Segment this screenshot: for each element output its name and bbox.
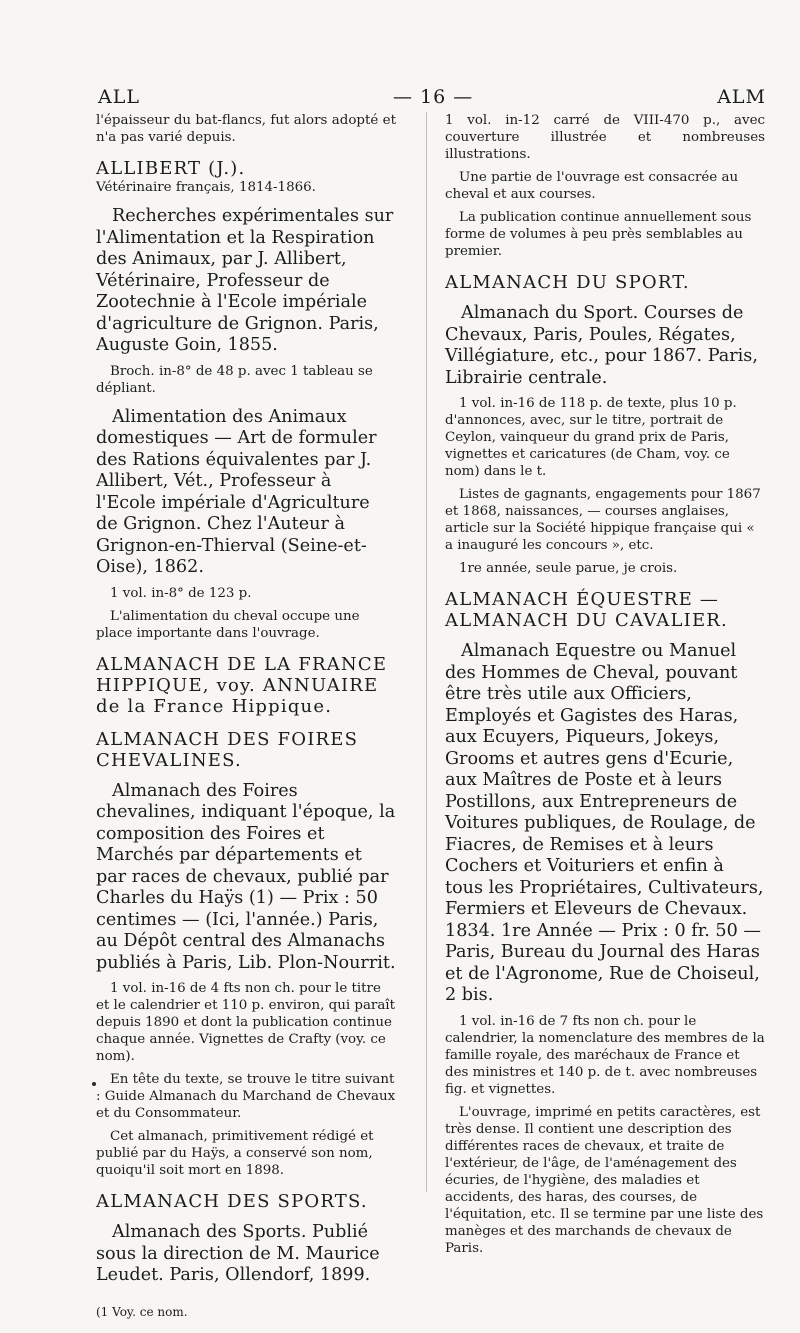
right-column-desc-6: Listes de gagnants, engagements pour 1867 et 1868, naissances, — courses anglaises, article sur la Société hippique française qui « a inauguré les concours », etc. bbox=[445, 487, 761, 553]
left-column-head-1: ALLIBERT (J.). bbox=[96, 158, 246, 179]
left-column-head-9: ALMANACH DES FOIRES CHEVALINES. bbox=[96, 728, 359, 771]
left-column-desc-4: Broch. in-8° de 48 p. avec 1 tableau se dépliant. bbox=[96, 363, 373, 396]
left-column-head-8: ALMANACH DE LA FRANCE HIPPIQUE, voy. ANNUAIRE de la France Hippique. bbox=[96, 653, 388, 717]
running-header bbox=[98, 86, 766, 110]
header-left: ALL bbox=[98, 86, 140, 108]
header-right: ALM bbox=[717, 86, 766, 108]
left-column-title-3: Recherches expérimentales sur l'Alimentation et la Respiration des Animaux, par J. Allibert, Vétérinaire, Professeur de Zootechnie à l'Ecole impériale d'agriculture de Grignon. Paris, Auguste Goin, 1855. bbox=[96, 206, 394, 355]
right-column-desc-1: Une partie de l'ouvrage est consacrée au cheval et aux courses. bbox=[445, 170, 739, 202]
right-column-desc-5: 1 vol. in-16 de 118 p. de texte, plus 10 p. d'annonces, avec, sur le titre, portrait de Ceylon, vainqueur du grand prix de Paris, vignettes et caricatures (de Cham, voy. ce nom) dans le t. bbox=[445, 396, 737, 479]
left-column-sub-2: Vétérinaire français, 1814-1866. bbox=[96, 180, 316, 195]
right-column-title-4: Almanach du Sport. Courses de Chevaux, Paris, Poules, Régates, Villégiature, etc., pour 1867. Paris, Librairie centrale. bbox=[445, 303, 758, 388]
column-rule bbox=[426, 112, 427, 1192]
left-column-title-10: Almanach des Foires chevalines, indiquant l'époque, la composition des Foires et Marchés par départements et par races de chevaux, publié par Charles du Haÿs (1) — Prix : 50 centimes — (Ici, l'année.) Paris, au Dépôt central des Almanachs publiés à Paris, Lib. Plon-Nourrit. bbox=[96, 780, 396, 973]
left-column bbox=[96, 112, 396, 1320]
right-column-desc-2: La publication continue annuellement sous forme de volumes à peu près semblables au premier. bbox=[445, 210, 752, 259]
left-column-desc-12: En tête du texte, se trouve le titre suivant : Guide Almanach du Marchand de Chevaux et du Consommateur. bbox=[96, 1072, 396, 1121]
right-column-note-0: 1 vol. in-12 carré de VIII-470 p., avec couverture illustrée et nombreuses illustrations. bbox=[445, 113, 765, 162]
left-column-title-15: Almanach des Sports. Publié sous la direction de M. Maurice Leudet. Paris, Ollendorf, 1899. bbox=[96, 1222, 380, 1285]
left-column-footnote-16: (1 Voy. ce nom. bbox=[96, 1304, 188, 1319]
right-column-head-8: ALMANACH ÉQUESTRE — ALMANACH DU CAVALIER. bbox=[445, 589, 728, 631]
right-column-desc-11: L'ouvrage, imprimé en petits caractères, est très dense. Il contient une description des différentes races de chevaux, et traite de l'extérieur, de l'âge, de l'aménagement des écuries, de l'hygiène, des maladies et accidents, des haras, des courses, de l'équitation, etc. Il se termine par une liste des manèges et des marchands de chevaux de Paris. bbox=[445, 1104, 764, 1256]
left-column-desc-6: 1 vol. in-8° de 123 p. bbox=[110, 585, 252, 601]
left-column-title-5: Alimentation des Animaux domestiques — Art de formuler des Rations équivalentes par J. Allibert, Vét., Professeur à l'Ecole impériale d'Agriculture de Grignon. Chez l'Auteur à Grignon-en-Thierval (Seine-et-Oise), 1862. bbox=[96, 406, 377, 577]
right-column-head-3: ALMANACH DU SPORT. bbox=[445, 272, 690, 293]
right-column-title-9: Almanach Equestre ou Manuel des Hommes de Cheval, pouvant être très utile aux Officiers, Employés et Gagistes des Haras, aux Ecuyers, Piqueurs, Jokeys, Grooms et autres gens d'Ecurie, aux Maîtres de Poste et à leurs Postillons, aux Entrepreneurs de Voitures publiques, de Roulage, de Fiacres, de Remises et à leurs Cochers et Voituriers et enfin à tous les Propriétaires, Cultivateurs, Fermiers et Eleveurs de Chevaux. 1834. 1re Année — Prix : 0 fr. 50 — Paris, Bureau du Journal des Haras et de l'Agronome, Rue de Choiseul, 2 bis. bbox=[445, 641, 764, 1005]
page-number: — 16 — bbox=[393, 86, 474, 108]
left-column-head-14: ALMANACH DES SPORTS. bbox=[96, 1191, 368, 1212]
left-column-note-0: l'épaisseur du bat-flancs, fut alors adopté et n'a pas varié depuis. bbox=[96, 113, 396, 145]
left-column-desc-7: L'alimentation du cheval occupe une place importante dans l'ouvrage. bbox=[96, 608, 360, 641]
right-column-desc-7: 1re année, seule parue, je crois. bbox=[459, 561, 678, 576]
right-column bbox=[445, 112, 765, 1257]
left-column-desc-11: 1 vol. in-16 de 4 fts non ch. pour le titre et le calendrier et 110 p. environ, qui paraît depuis 1890 et dont la publication continue chaque année. Vignettes de Crafty (voy. ce nom). bbox=[96, 981, 395, 1064]
left-column-desc-13: Cet almanach, primitivement rédigé et publié par du Haÿs, a conservé son nom, quoiqu'il soit mort en 1898. bbox=[96, 1129, 374, 1178]
right-column-desc-10: 1 vol. in-16 de 7 fts non ch. pour le calendrier, la nomenclature des membres de la famille royale, des maréchaux de France et des ministres et 140 p. de t. avec nombreuses fig. et vignettes. bbox=[445, 1013, 765, 1097]
